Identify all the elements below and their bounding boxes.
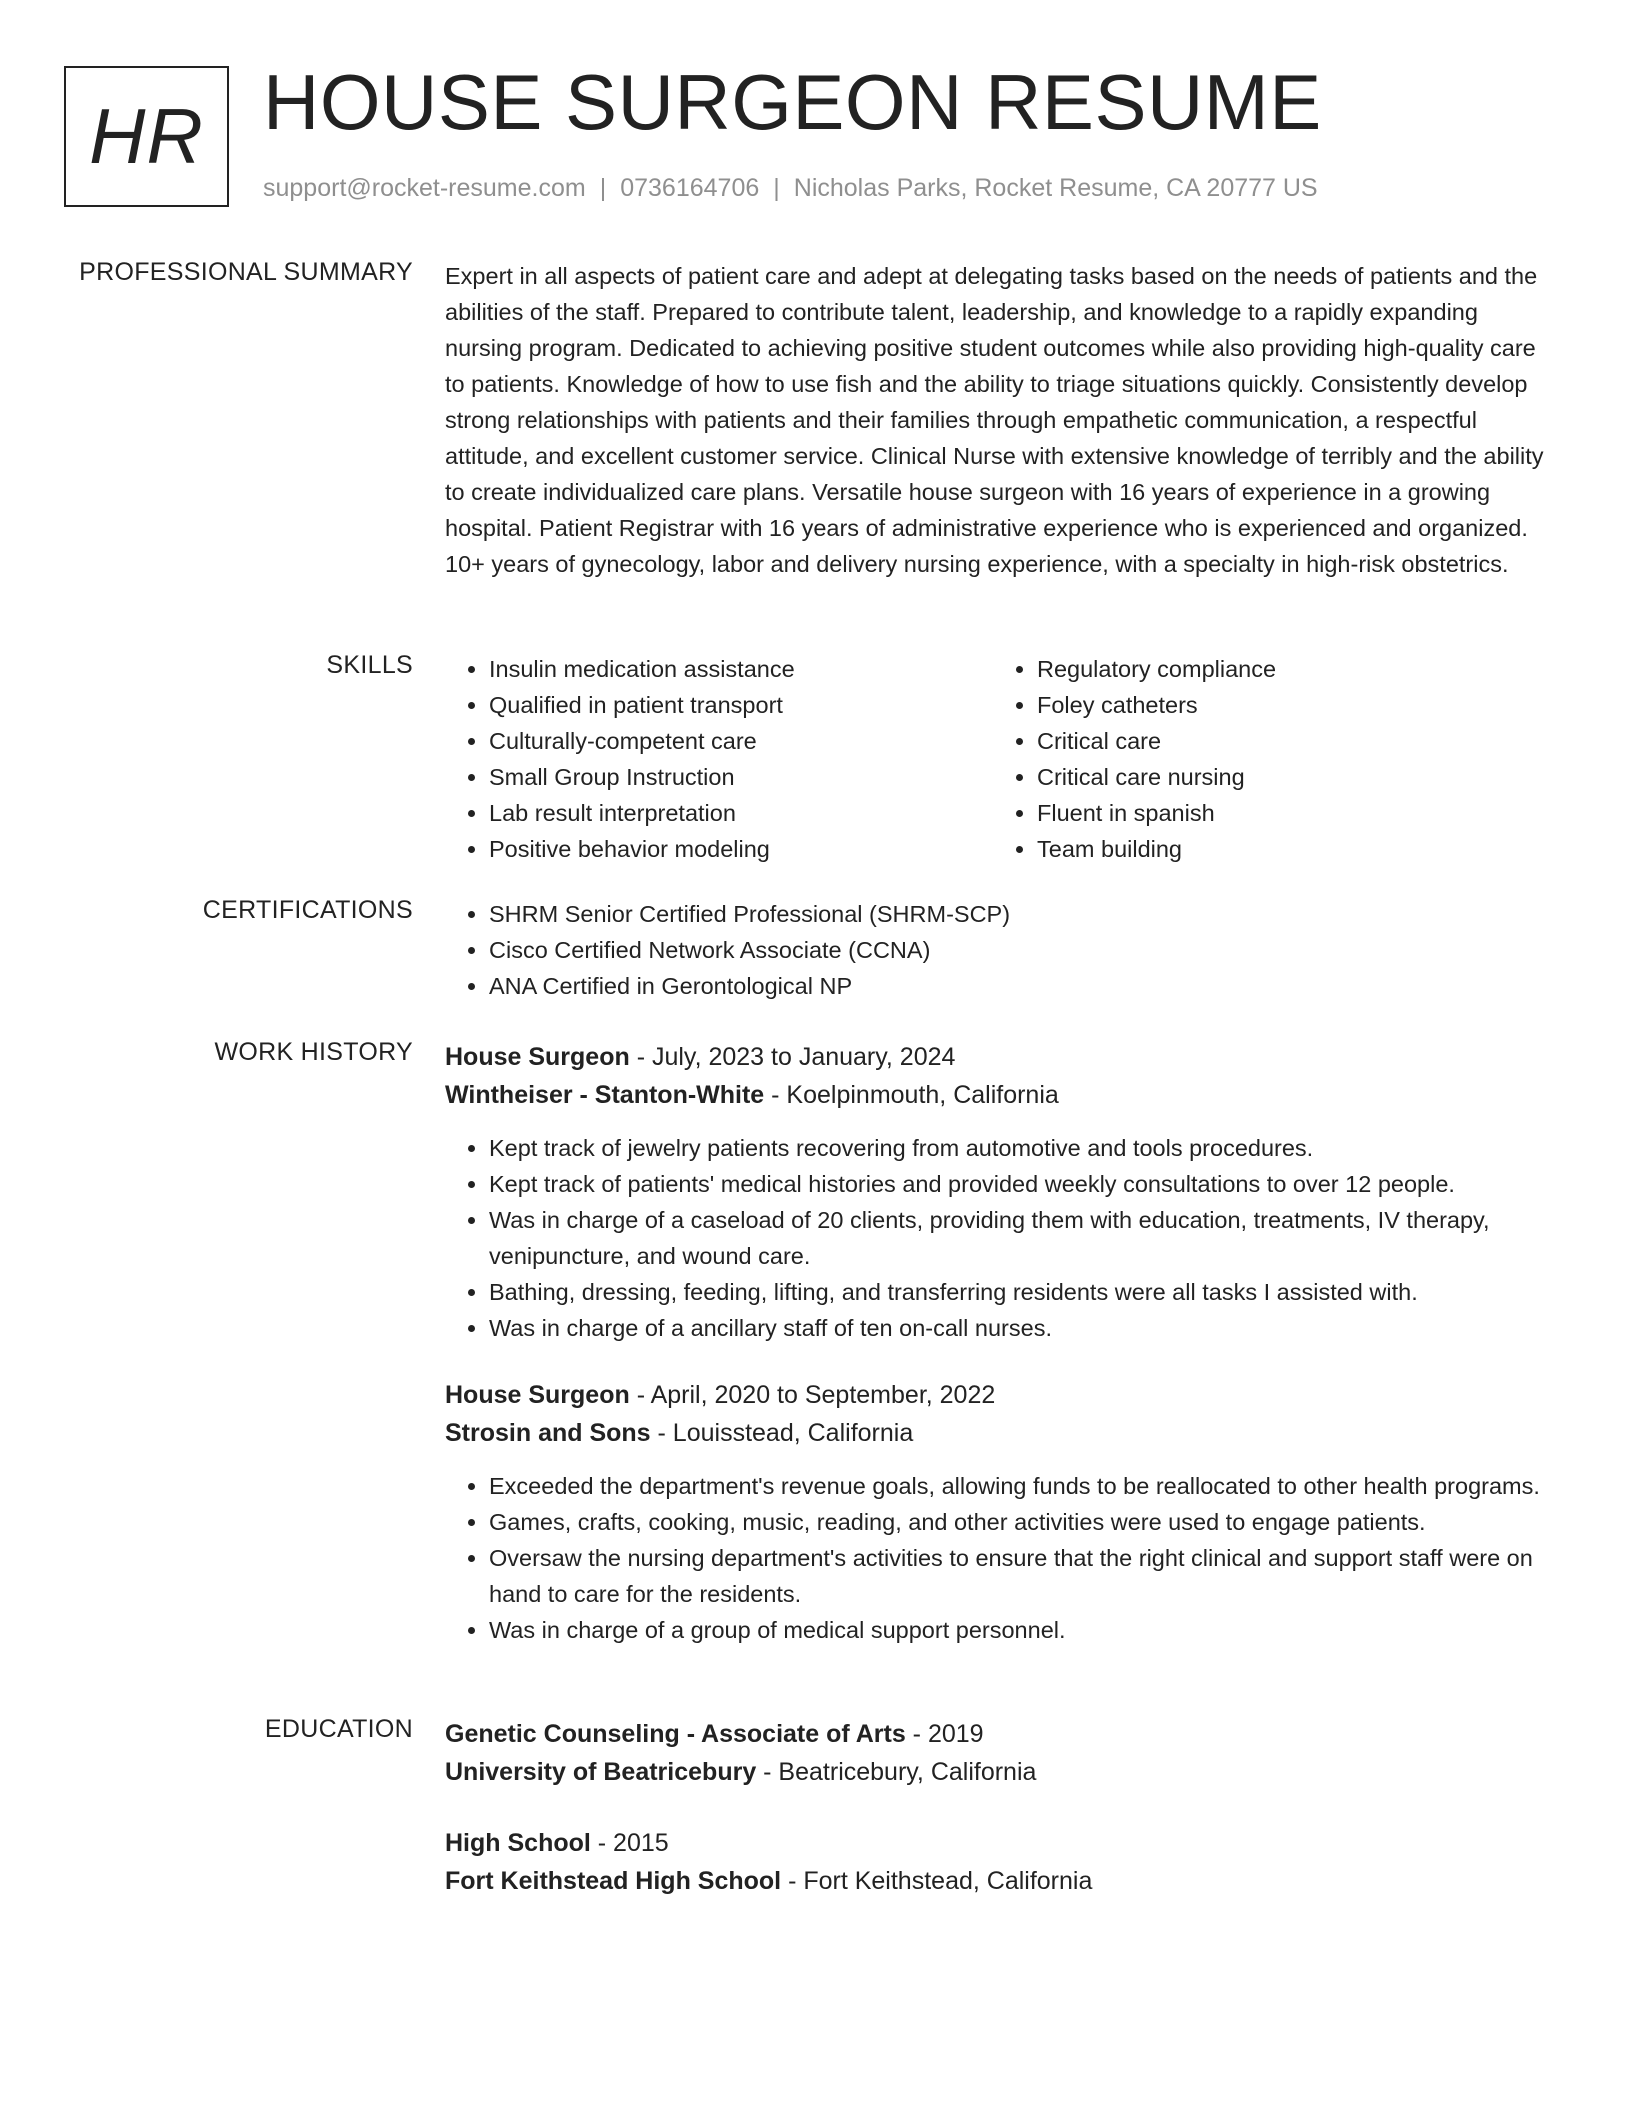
- job-entry: [445, 1376, 1560, 1648]
- job-company-line: [445, 1414, 1560, 1452]
- job-bullet: • Was in charge of a group of medical support personnel.: [489, 1612, 1560, 1648]
- contact-separator: |: [599, 174, 607, 202]
- education-school-line: [445, 1753, 1560, 1791]
- job-bullet: • Exceeded the department's revenue goals, allowing funds to be reallocated to other health programs.: [489, 1468, 1560, 1504]
- job-bullet: • Bathing, dressing, feeding, lifting, and transferring residents were all tasks I assisted with.: [489, 1274, 1560, 1310]
- job-bullet: • Was in charge of a caseload of 20 clients, providing them with education, treatments, IV therapy, venipuncture, and wound care.: [489, 1202, 1560, 1274]
- job-title: House Surgeon: [445, 1043, 630, 1071]
- skills-column-right: [993, 651, 1541, 867]
- contact-email: support@rocket-resume.com: [263, 174, 586, 202]
- education-year: - 2015: [590, 1829, 669, 1857]
- education-school: University of Beatricebury: [445, 1758, 757, 1786]
- skill-item: • Small Group Instruction: [489, 759, 993, 795]
- job-company: Wintheiser - Stanton-White: [445, 1081, 765, 1109]
- skills-column-left: [445, 651, 993, 867]
- job-bullet: • Kept track of patients' medical histories and provided weekly consultations to over 12 people.: [489, 1166, 1560, 1202]
- certifications-body: [445, 896, 1560, 1004]
- education-year: - 2019: [905, 1720, 984, 1748]
- section-label-skills: SKILLS: [326, 651, 413, 679]
- certification-item: • Cisco Certified Network Associate (CCNA): [489, 932, 1560, 968]
- summary-text: Expert in all aspects of patient care and adept at delegating tasks based on the needs of patients and the abilities of the staff. Prepared to contribute talent, leadership, and knowledge to a rapidly expanding nursing program. Dedicated to achieving positive student outcomes while also providing high-quality care to patients. Knowledge of how to use fish and the ability to triage situations quickly. Consistently develop strong relationships with patients and their families through empathetic communication, a respectful attitude, and excellent customer service. Clinical Nurse with extensive knowledge of terribly and the ability to create individualized care plans. Versatile house surgeon with 16 years of experience in a growing hospital. Patient Registrar with 16 years of administrative experience who is experienced and organized. 10+ years of gynecology, labor and delivery nursing experience, with a specialty in high-risk obstetrics.: [445, 263, 1544, 577]
- job-bullet: • Kept track of jewelry patients recovering from automotive and tools procedures.: [489, 1130, 1560, 1166]
- contact-separator: |: [773, 174, 780, 202]
- section-label-certifications: CERTIFICATIONS: [202, 896, 413, 924]
- job-bullet: • Was in charge of a ancillary staff of ten on-call nurses.: [489, 1310, 1560, 1346]
- job-bullet: • Games, crafts, cooking, music, reading, and other activities were used to engage patients.: [489, 1504, 1560, 1540]
- education-degree-line: [445, 1824, 1560, 1862]
- job-dates: - April, 2020 to September, 2022: [629, 1381, 996, 1409]
- skill-item: • Lab result interpretation: [489, 795, 993, 831]
- skill-item: • Qualified in patient transport: [489, 687, 993, 723]
- skill-item: • Foley catheters: [1037, 687, 1541, 723]
- education-degree: High School: [445, 1829, 591, 1857]
- monogram: HR: [64, 66, 229, 207]
- education-degree: Genetic Counseling - Associate of Arts: [445, 1720, 906, 1748]
- job-entry: [445, 1038, 1560, 1346]
- skill-item: • Team building: [1037, 831, 1541, 867]
- job-company: Strosin and Sons: [445, 1419, 651, 1447]
- skill-item: • Regulatory compliance: [1037, 651, 1541, 687]
- education-degree-line: [445, 1715, 1560, 1753]
- section-label-work: WORK HISTORY: [214, 1038, 413, 1066]
- education-school: Fort Keithstead High School: [445, 1867, 782, 1895]
- education-location: - Beatricebury, California: [756, 1758, 1037, 1786]
- education-location: - Fort Keithstead, California: [781, 1867, 1093, 1895]
- summary-body: [445, 258, 1560, 582]
- education-entry: [445, 1824, 1560, 1900]
- job-location: - Louisstead, California: [650, 1419, 914, 1447]
- skill-item: • Critical care nursing: [1037, 759, 1541, 795]
- education-school-line: [445, 1862, 1560, 1900]
- skill-item: • Critical care: [1037, 723, 1541, 759]
- section-label-summary: PROFESSIONAL SUMMARY: [79, 258, 413, 286]
- job-dates: - July, 2023 to January, 2024: [629, 1043, 956, 1071]
- skill-item: • Culturally-competent care: [489, 723, 993, 759]
- job-bullet: • Oversaw the nursing department's activities to ensure that the right clinical and support staff were on hand to care for the residents.: [489, 1540, 1560, 1612]
- job-company-line: [445, 1076, 1560, 1114]
- page-title: HOUSE SURGEON RESUME: [263, 58, 1322, 146]
- job-location: - Koelpinmouth, California: [764, 1081, 1059, 1109]
- contact-line: [263, 174, 1318, 203]
- contact-phone: 0736164706: [620, 174, 760, 202]
- job-title: House Surgeon: [445, 1381, 630, 1409]
- skill-item: • Positive behavior modeling: [489, 831, 993, 867]
- skill-item: • Insulin medication assistance: [489, 651, 993, 687]
- job-bullets: [445, 1130, 1560, 1346]
- certification-item: • SHRM Senior Certified Professional (SHRM-SCP): [489, 896, 1560, 932]
- job-title-line: [445, 1038, 1560, 1076]
- section-label-education: EDUCATION: [264, 1715, 413, 1743]
- education-entry: [445, 1715, 1560, 1791]
- job-bullets: [445, 1468, 1560, 1648]
- certification-item: • ANA Certified in Gerontological NP: [489, 968, 1560, 1004]
- contact-address: Nicholas Parks, Rocket Resume, CA 20777 US: [793, 174, 1318, 202]
- job-title-line: [445, 1376, 1560, 1414]
- skills-grid: [445, 651, 1560, 867]
- skill-item: • Fluent in spanish: [1037, 795, 1541, 831]
